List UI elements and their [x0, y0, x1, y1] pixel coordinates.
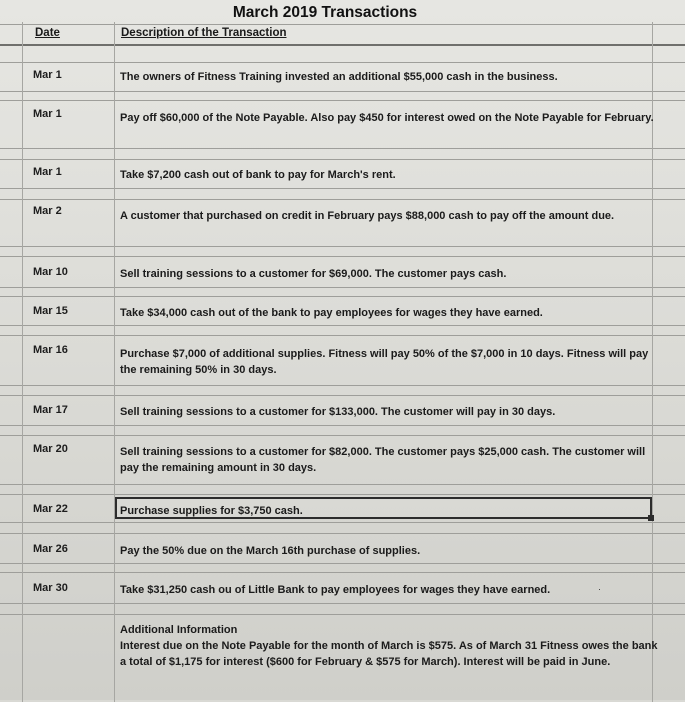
additional-info-heading: Additional Information [120, 624, 238, 636]
row-description[interactable]: Sell training sessions to a customer for $69,000. The customer pays cash. [120, 268, 507, 280]
grid-line [0, 335, 685, 336]
dot-mark: · [598, 584, 601, 594]
row-description[interactable]: The owners of Fitness Training invested an additional $55,000 cash in the business. [120, 71, 558, 83]
additional-info-text: Interest due on the Note Payable for the month of March is $575. As of March 31 Fitness owes the bank a total of $1,175 for interest ($600 for February & $575 for March). Interest will be paid in June. [120, 640, 658, 668]
row-date[interactable]: Mar 1 [33, 166, 62, 178]
grid-line [22, 22, 23, 702]
sheet-title: March 2019 Transactions [232, 4, 418, 21]
date-column-header[interactable]: Date [35, 27, 60, 39]
row-date[interactable]: Mar 26 [33, 543, 68, 555]
row-date[interactable]: Mar 16 [33, 344, 68, 356]
grid-line [0, 24, 685, 25]
grid-line [0, 199, 685, 200]
row-description[interactable]: Purchase $7,000 of additional supplies. Fitness will pay 50% of the $7,000 in 10 days. Fitness will pay the remaining 50% in 30 days. [120, 348, 649, 376]
grid-line [0, 435, 685, 436]
row-description[interactable]: A customer that purchased on credit in February pays $88,000 cash to pay off the amount due. [120, 210, 615, 222]
grid-line [0, 572, 685, 573]
row-date[interactable]: Mar 15 [33, 305, 68, 317]
grid-line [0, 62, 685, 63]
grid-line [0, 44, 685, 46]
grid-line [0, 91, 685, 92]
grid-line [0, 148, 685, 149]
grid-line [114, 22, 115, 702]
grid-line [0, 246, 685, 247]
grid-line [0, 533, 685, 534]
row-description[interactable]: Sell training sessions to a customer for $133,000. The customer will pay in 30 days. [120, 406, 556, 418]
grid-line [0, 325, 685, 326]
row-date[interactable]: Mar 1 [33, 69, 62, 81]
description-column-header[interactable]: Description of the Transaction [121, 27, 287, 39]
row-description-selected[interactable]: Purchase supplies for $3,750 cash. [120, 505, 303, 517]
row-description[interactable]: Pay the 50% due on the March 16th purchase of supplies. [120, 545, 421, 557]
row-description[interactable]: Take $7,200 cash out of bank to pay for March's rent. [120, 169, 396, 181]
additional-info-block[interactable] [120, 622, 660, 670]
grid-line [0, 256, 685, 257]
row-description[interactable]: Pay off $60,000 of the Note Payable. Also pay $450 for interest owed on the Note Payable for February. [120, 112, 654, 124]
row-description[interactable]: Sell training sessions to a customer for $82,000. The customer pays $25,000 cash. The customer will pay the remaining amount in 30 days. [120, 446, 646, 474]
grid-line [0, 614, 685, 615]
grid-line [0, 385, 685, 386]
row-date[interactable]: Mar 30 [33, 582, 68, 594]
row-date[interactable]: Mar 2 [33, 205, 62, 217]
grid-line [0, 425, 685, 426]
row-date[interactable]: Mar 1 [33, 108, 62, 120]
row-description[interactable]: Take $34,000 cash out of the bank to pay employees for wages they have earned. [120, 307, 543, 319]
grid-line [0, 159, 685, 160]
grid-line [0, 395, 685, 396]
grid-line [0, 188, 685, 189]
grid-line [0, 494, 685, 495]
grid-line [0, 296, 685, 297]
grid-line [0, 603, 685, 604]
row-date[interactable]: Mar 17 [33, 404, 68, 416]
grid-line [0, 287, 685, 288]
grid-line [0, 100, 685, 101]
row-date[interactable]: Mar 22 [33, 503, 68, 515]
grid-line [0, 563, 685, 564]
row-date[interactable]: Mar 10 [33, 266, 68, 278]
grid-line [0, 484, 685, 485]
row-description[interactable]: Take $31,250 cash ou of Little Bank to pay employees for wages they have earned. [120, 584, 551, 596]
grid-line [0, 522, 685, 523]
row-date[interactable]: Mar 20 [33, 443, 68, 455]
